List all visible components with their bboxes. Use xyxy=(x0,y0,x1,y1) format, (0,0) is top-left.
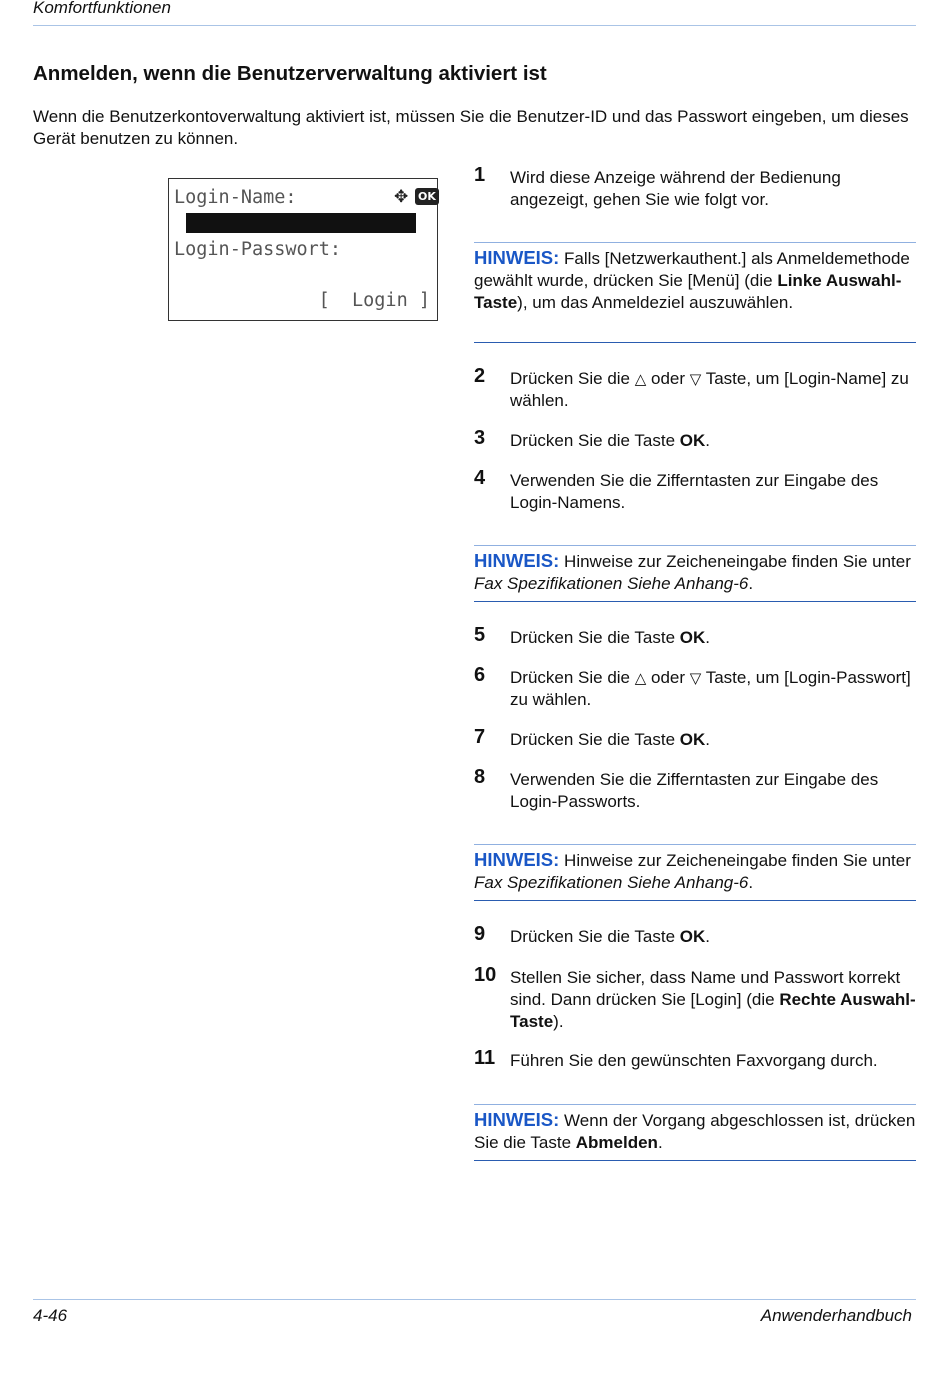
step-number: 10 xyxy=(474,964,497,986)
step-text: Führen Sie den gewünschten Faxvorgang durch. xyxy=(510,1051,878,1070)
step-text: Drücken Sie die Taste OK. xyxy=(510,628,711,647)
note-label: HINWEIS: xyxy=(474,849,560,870)
note-label: HINWEIS: xyxy=(474,247,560,268)
note-4: HINWEIS: Wenn der Vorgang abgeschlossen ist, drücken Sie die Taste Abmelden. xyxy=(474,1104,916,1161)
note-label: HINWEIS: xyxy=(474,550,560,571)
step-text: Drücken Sie die Taste OK. xyxy=(510,431,711,450)
step-3 xyxy=(474,427,916,452)
up-triangle-icon: △ xyxy=(634,669,647,687)
step-text: Drücken Sie die △ oder ▽ Taste, um [Login-Name] zu wählen. xyxy=(510,369,909,410)
lcd-login-name-label: Login-Name: xyxy=(174,187,297,208)
step-text: Verwenden Sie die Zifferntasten zur Eingabe des Login-Passworts. xyxy=(510,770,879,811)
navigation-icon: ✥ xyxy=(394,187,409,207)
lcd-display-illustration xyxy=(168,178,438,321)
step-text: Drücken Sie die △ oder ▽ Taste, um [Login-Passwort] zu wählen. xyxy=(510,668,911,709)
step-number: 5 xyxy=(474,624,486,646)
lcd-input-bar xyxy=(186,213,416,233)
step-8 xyxy=(474,766,916,813)
step-9 xyxy=(474,923,916,948)
note-label: HINWEIS: xyxy=(474,1109,560,1130)
up-triangle-icon: △ xyxy=(634,370,647,388)
down-triangle-icon: ▽ xyxy=(689,669,702,687)
lcd-login-softkey: [ Login ] xyxy=(318,290,430,311)
step-text: Drücken Sie die Taste OK. xyxy=(510,730,711,749)
note-1: HINWEIS: Falls [Netzwerkauthent.] als Anmeldemethode gewählt wurde, drücken Sie [Menü] (die Linke Auswahl-Taste), um das Anmeldeziel auszuwählen. xyxy=(474,242,916,343)
step-text: Verwenden Sie die Zifferntasten zur Eingabe des Login-Namens. xyxy=(510,471,879,512)
step-number: 7 xyxy=(474,726,486,748)
step-5 xyxy=(474,624,916,649)
note-2: HINWEIS: Hinweise zur Zeicheneingabe finden Sie unter Fax Spezifikationen Siehe Anhang-6. xyxy=(474,545,916,602)
document-title: Anwenderhandbuch xyxy=(760,1306,912,1325)
step-text: Stellen Sie sicher, dass Name und Passwort korrekt sind. Dann drücken Sie [Login] (die Rechte Auswahl-Taste). xyxy=(510,968,916,1031)
step-number: 3 xyxy=(474,427,486,449)
step-text: Wird diese Anzeige während der Bedienung angezeigt, gehen Sie wie folgt vor. xyxy=(510,168,841,209)
step-number: 8 xyxy=(474,766,486,788)
lcd-login-password-label: Login-Passwort: xyxy=(174,239,342,260)
step-2 xyxy=(474,365,916,412)
ok-icon: OK xyxy=(415,188,439,205)
step-text: Drücken Sie die Taste OK. xyxy=(510,927,711,946)
step-11 xyxy=(474,1047,916,1072)
page-number: 4-46 xyxy=(33,1306,68,1325)
footer-rule xyxy=(33,1299,916,1300)
step-number: 4 xyxy=(474,467,486,489)
header-rule xyxy=(33,25,916,26)
step-6 xyxy=(474,664,916,711)
step-7 xyxy=(474,726,916,751)
down-triangle-icon: ▽ xyxy=(689,370,702,388)
step-number: 6 xyxy=(474,664,486,686)
intro-paragraph: Wenn die Benutzerkontoverwaltung aktiviert ist, müssen Sie die Benutzer-ID und das Passwort eingeben, um dieses Gerät benutzen zu können. xyxy=(33,107,909,148)
step-10 xyxy=(474,964,916,1033)
step-number: 1 xyxy=(474,164,486,186)
step-number: 11 xyxy=(474,1047,496,1069)
step-number: 9 xyxy=(474,923,486,945)
running-header: Komfortfunktionen xyxy=(33,0,171,17)
step-number: 2 xyxy=(474,365,486,387)
section-title: Anmelden, wenn die Benutzerverwaltung aktiviert ist xyxy=(33,62,547,85)
note-3: HINWEIS: Hinweise zur Zeicheneingabe finden Sie unter Fax Spezifikationen Siehe Anhang-6. xyxy=(474,844,916,901)
step-4 xyxy=(474,467,916,514)
step-1 xyxy=(474,164,916,211)
